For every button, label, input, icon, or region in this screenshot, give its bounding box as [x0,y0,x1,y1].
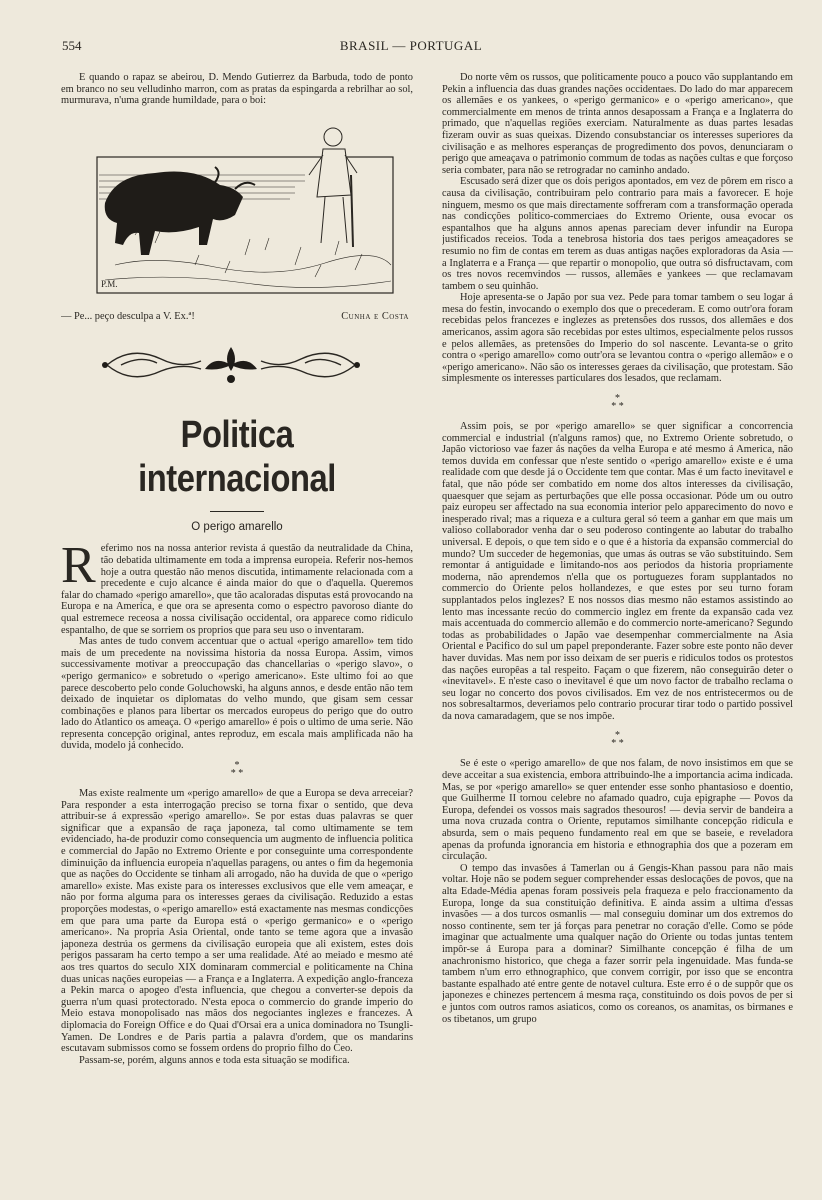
section-divider-stars: * * * [611,730,624,750]
title-rule [210,511,264,512]
article-paragraph-4: Passam-se, porém, alguns annos e toda esta situação se modifica. [79,1054,350,1066]
left-column [61,72,413,1140]
article-paragraph-7: Hoje apresenta-se o Japão por sua vez. Pede para tomar tambem o seu logar á mesa do festin, invocando o exemplo dos que o precederam. E como outr'ora foram recebidas pelos francezes e inglezes as pretensões dos russos, dos allemães e dos americanos, assim agora são recebidas por estes ultimos, especialmente pelos russos e pelos allemães, as pretensões do Imperio do sol nascente. Levanta-se o grito contra o «perigo amarello» como outr'ora se levantou contra o «perigo allemão» e o «perigo americano». Não são os interesses geraes da civilisação, que protestam. São simplesmente os interesses particulares dos lesados, que reclamam. [442,292,793,385]
caption-row [61,311,413,327]
page-header [62,38,760,56]
running-title: BRASIL — PORTUGAL [339,38,483,53]
article-paragraph-6: Escusado será dizer que os dois perigos apontados, em vez de pôrem em risco a causa da civilisação, contribuiram pelo contrario para mais a favorecer. E hoje ninguem, mesmo os que mais directamente soffreram com a transformação operada nas condicções politico-commerciaes do Extremo Oriente, ousa evocar os espantalhos que ha alguns annos apenas pareciam dever infundir na Europa justificados receios. Toda a tenebrosa historia dos taes perigos ameaçadores se resumio no fim de contas em terem as duas antigas nações exploradoras da Asia — a Inglaterra e a França — que repartir o monopolio, que outra só disfructavam, com os tres novos recemvindos — russos, allemães e yankees — que reclamavam tambem o seu quinhão. [442,176,793,292]
intro-paragraph: E quando o rapaz se abeirou, D. Mendo Gutierrez da Barbuda, todo de ponto em branco no seu velludinho marron, com as pratas da espingarda a rebrilhar ao sol, murmurava, n'uma grande humildade, para o boi: [61,72,413,107]
opening-paragraph [61,537,413,636]
page-number: 554 [62,38,82,53]
author-credit: Cunha e Costa [341,310,409,322]
article-paragraph-9: Se é este o «perigo amarello» de que nos falam, de novo insistimos em que se deve acceitar a sua existencia, embora attribuindo-lhe a importancia acima indicada. Mas, se por «perigo amarello» se quer entender esse sonho phantasioso e doentio, que Guilherme II tornou celebre no afamado quadro, cuja epigraphe — Povos da Europa, defendei os vossos mais sagrados thesouros! — devia servir de bandeira a uma nova cruzada contra o Oriente, reputamos similhante concepção ridicula e absurda, sem o mais pequeno fundamento real em que se baseie, e reveladora apenas da profunda ignorancia em historia e ethnographia dos que a pozeram em circulação. [442,758,793,863]
article-paragraph-8: Assim pois, se por «perigo amarello» se quer significar a concorrencia commercial e industrial (n'alguns ramos) que, no Extremo Oriente sobretudo, o Japão victorioso vae fazer ás nações da velha Europa e até mesmo á America, não temos duvida em confessar que n'este sentido o «perigo amarello» existe e é uma realidade com que desde já o Occidente tem que contar. Mas é um facto inevitavel e fatal, que não póde ser combatido em nome dos altos interesses da civilisação, quaesquer que sejam as perturbações que elle possa occasionar. Póde um ou outro paiz europeu ser affectado na sua economia interior pelo apparecimento do novo e inesperado rival; mas a riqueza e a cultura geral só teem a ganhar em que mais um valioso collaborador venha dar o seu poderoso contingente ao labutar do trabalho universal. E depois, o que tem sido e o que é a historia da expansão commercial do mundo? Um succeder de hegemonias, que umas ás outras se vão substituindo. Sem remontar á antiguidade e limitando-nos aos periodos da historia propriamente moderna, não aprendemos n'ella que os portuguezes foram supplantados no commercio do Oriente pelos hollandezes, e que estes por seu turno foram supplantados pelos inglezes? E nos nossos dias mesmo não estamos assistindo ao lento mas incessante recúo do commercio inglez em frente da expansão cada vez mais accentuada do commercio allemão e do commercio norte-americano? Segundo todas as probabilidades o Japão vae desempenhar commercialmente na Asia Oriental e Pacifico do sul um papel preponderante. Fazer sobre este ponto não dever haver duvidas. Mas nem por isso deixam de ser pueris e ridiculos todos os protestos das nações europêas a tal respeito. Façam o que fizerem, não conseguirão deter o «inevitavel». E n'este caso o inevitavel é que um novo factor de trabalho reclama o seu logar no concerto dos povos civilisados. Em vez de nos entristecermos ou de nos sobresaltarmos, deveriamos pelo contrario procurar tirar todo o partido possivel da nova camaradagem, que se nos impõe. [442,421,793,722]
article-paragraph-5: Do norte vêm os russos, que politicamente pouco a pouco vão supplantando em Pekin a influencia das duas grandes nações occidentaes. Do lado do mar apparecem os allemães e os yankees, o «perigo germanico» e o «perigo americano», que commercialmente em menos de trinta annos desapossam a França e a Inglaterra do primado, que n'aquellas regiões exerciam. Naturalmente as duas partes lesadas fizeram ouvir as suas queixas. Dizendo consubstanciar os interesses superiores da civilisação e as melhores esperanças de progredimento dos povos, denunciaram o perigo que ameaçava o patrimonio commum de todas as nações cultas e que forçoso seria combater, para não se retrogradar no caminho andado. [442,72,793,176]
article-paragraph-10: O tempo das invasões á Tamerlan ou á Gengis-Khan passou para não mais voltar. Hoje não se podem seguer comprehender essas deslocações de povos, que na alta Edade-Média apenas foram possiveis pela fraqueza e pelo fraccionamento da Europa, longe da sua constituição definitiva. E ainda assim a ultima d'essas invasões — a dos turcos osmanlis — mal conseguiu dominar um dos extremos do nosso continente, sem ter já forças para penetrar no coração d'elle. Como se póde imaginar que actualmente uma qualquer nação do Oriente ou todas juntas tentem impôr-se á Europa para a dominar? Similhante concepção é filha de um anachronismo historico, que chega a fazer sorrir pela ingenuidade. Mas funda-se tambem n'um erro ethnographico, que convem corrigir, por isso que se encontra bastante espalhado até entre gente de notavel cultura. Este erro é o de suppôr que os japonezes e chinezes pertencem á mesma raça, constituindo os dois povos de per si e juntos com outros ramos asiaticos, como os coreanos, os anamitas, os birmanes e os tibetanos, um grupo [442,862,793,1025]
article-paragraph-1: eferimo nos na nossa anterior revista á questão da neutralidade da China, tão debatida ultimamente em toda a imprensa europeia. Referir nos-hemos hoje a outra questão não menos discutida, intimamente relacionada com a precedente e cujo alcance é ainda maior do que o d'aquella. Queremos falar do chamado «perigo amarello», que tão acaloradas disputas está provocando na Europa e na America, e que ora se apresenta como o espectro pavoroso diante do qual estremece receosa a nossa civilisação occidental, ora apparece como ridiculo espantalho, de que se sorriem os proprios que para seu uso o inventaram. [61,543,413,636]
bull-illustration [61,115,413,305]
floral-ornament [61,339,413,391]
illustration-caption: — Pe... peço desculpa a V. Ex.ª! [61,310,195,322]
section-divider-stars: * * * [230,760,244,780]
section-title: Politica internacional [138,413,336,500]
svg-text:P.M.: P.M. [101,278,118,289]
article-subtitle: O perigo amarello [191,520,283,533]
drop-cap: R [61,537,96,595]
section-divider-stars: * * * [611,393,624,413]
article-paragraph-3: Mas existe realmente um «perigo amarello» de que a Europa se deva arreceiar? Para responder a esta interrogação preciso se torna fixar o sentido, que deva attribuir-se á expressão «perigo amarello». Se por estas duas palavras se quer significar que a expansão de raça japoneza, tal como ultimamente se tem evidenciado, ha-de produzir como consequencia um augmento de influencia politica e commercial do Japão no Extremo Oriente e por conseguinte uma correspondente diminuição da influencia europeia n'aquellas paragens, ou antes o fim da hegemonia que as nações do Occidente se tinham ali arrogado, não ha duvida de que o «perigo amarello» existe. Mas existe para os interesses exclusivos que elle vem ameaçar, e não por forma alguma para os interesses geraes da civilisação. Reduzido a estas proporções modestas, o «perigo amarello» está exactamente nas mesmas condicções em que para uma parte da Europa está o «perigo germanico» e o «perigo americano». Na propria Asia Oriental, onde tanto se teme agora que a invasão japoneza destrúa os germens da civilisação europeia que ali existem, estes dois perigos passaram ha certo tempo a ser uma realidade. Até ao meiado e mesmo até aos tres quartos do seculo XIX dominaram commercial e politicamente na China duas unicas nações europeias — a França e a Inglaterra. A expedição anglo-franceza a Pekin marca o apogeo d'esta influencia, que chegou a converter-se depois da guerra n'um quasi protectorado. N'esta epoca o commercio do grande imperio do Meio estava monopolisado nas mãos dos negociantes inglezes e francezes. A diplomacia do Foreign Office e do Quai d'Orsai era a unica dominadora no Tsungli-Yamen. De Londres e de Paris partia a palavra d'ordem, que os mandarins escutavam submissos como se fossem ordens do proprio filho do Ceo. [61,788,413,1055]
right-column [442,72,793,1140]
article-paragraph-2: Mas antes de tudo convem accentuar que o actual «perigo amarello» tem tido mais de um precedente na novissima historia da nossa Europa. Assim, vimos successivamente motivar a preoccupação das chancellarias o «perigo slavo», o «perigo germanico» e sobretudo o «perigo americano». Este ultimo foi ao que parece descoberto pelo conde Goluchowski, ha alguns annos, e desde então não tem deixado de inquietar os diplomatas do velho mundo, que gisam sem cessar combinações e planos para libertar os mercados europeus do perigo que do outro lado do Atlantico os ameaça. O «perigo amarello» é pois o ultimo de uma serie. Não representa concepção original, antes reproduz, em escala mais amplificada não ha duvida, modelo já conhecido. [61,636,413,752]
